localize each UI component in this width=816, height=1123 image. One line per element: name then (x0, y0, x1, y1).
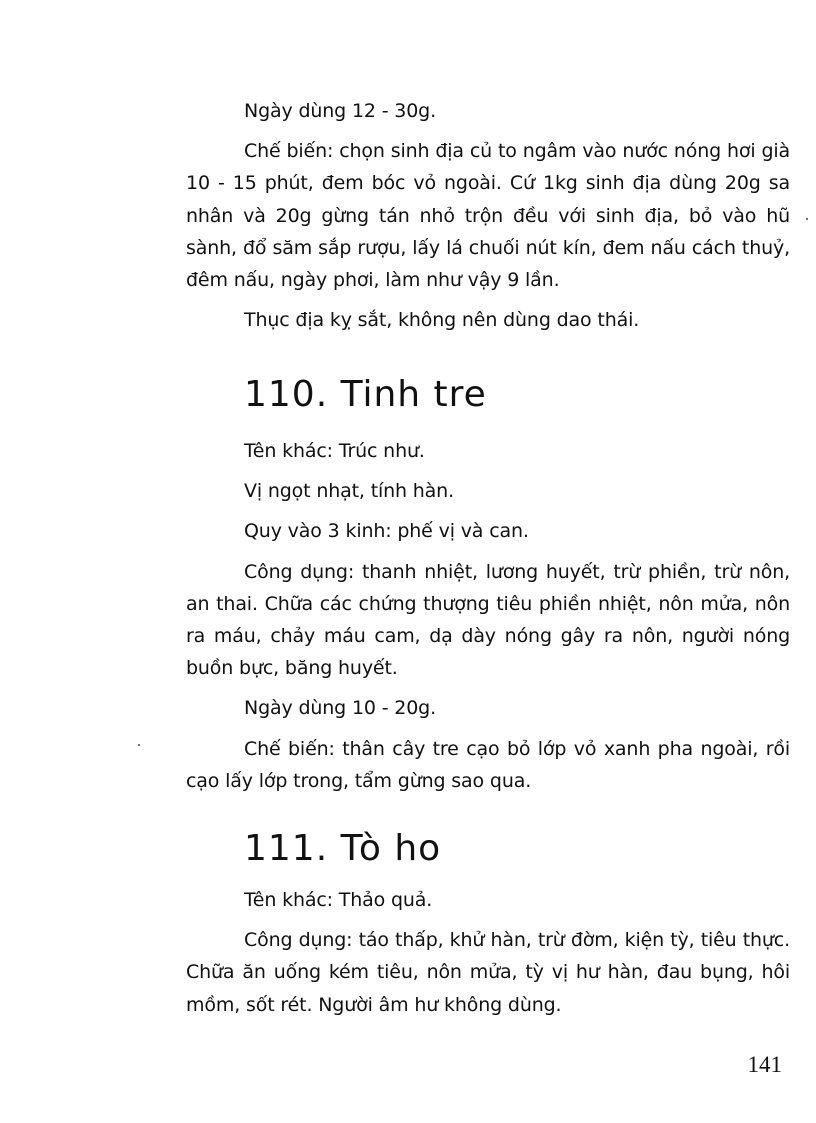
paragraph-meridian: Quy vào 3 kinh: phế vị và can. (244, 520, 529, 543)
paragraph-taste: Vị ngọt nhạt, tính hàn. (244, 480, 454, 503)
section-110 (186, 435, 790, 797)
paragraph-uses: Công dụng: thanh nhiệt, lương huyết, trừ phiền, trừ nôn, an thai. Chữa các chứng thượng tiêu phiền nhiệt, nôn mửa, nôn ra máu, chảy máu cam, dạ dày nóng gây ra nôn, người nóng buồn bực, băng huyết. (186, 560, 790, 680)
heading-111: 111. Tò ho (244, 828, 442, 869)
section-109-continuation (186, 95, 790, 336)
section-111 (186, 884, 790, 1021)
page-number: 141 (747, 1052, 782, 1077)
scan-speck (138, 744, 140, 746)
heading-110: 110. Tinh tre (244, 374, 487, 415)
paragraph-dosage: Ngày dùng 12 - 30g. (244, 100, 436, 122)
scan-speck (806, 218, 808, 220)
paragraph-preparation: Chế biến: thân cây tre cạo bỏ lớp vỏ xanh pha ngoài, rồi cạo lấy lớp trong, tẩm gừng sao qua. (186, 737, 790, 792)
paragraph-uses: Công dụng: táo thấp, khử hàn, trừ đờm, kiện tỳ, tiêu thực. Chữa ăn uống kém tiêu, nôn mửa, tỳ vị hư hàn, đau bụng, hôi mồm, sốt rét. Người âm hư không dùng. (186, 929, 790, 1016)
paragraph-dosage: Ngày dùng 10 - 20g. (244, 697, 436, 720)
paragraph-caution: Thục địa kỵ sắt, không nên dùng dao thái. (244, 309, 640, 332)
paragraph-other-name: Tên khác: Trúc như. (244, 440, 425, 462)
paragraph-preparation: Chế biến: chọn sinh địa củ to ngâm vào nước nóng hơi già 10 - 15 phút, đem bóc vỏ ngoài. Cứ 1kg sinh địa dùng 20g sa nhân và 20g gừng tán nhỏ trộn đều với sinh địa, bỏ vào hũ sành, đổ săm sắp rượu, lấy lá chuối nút kín, đem nấu cách thuỷ, đêm nấu, ngày phơi, làm như vậy 9 lần. (186, 140, 790, 292)
paragraph-other-name: Tên khác: Thảo quả. (244, 889, 433, 911)
